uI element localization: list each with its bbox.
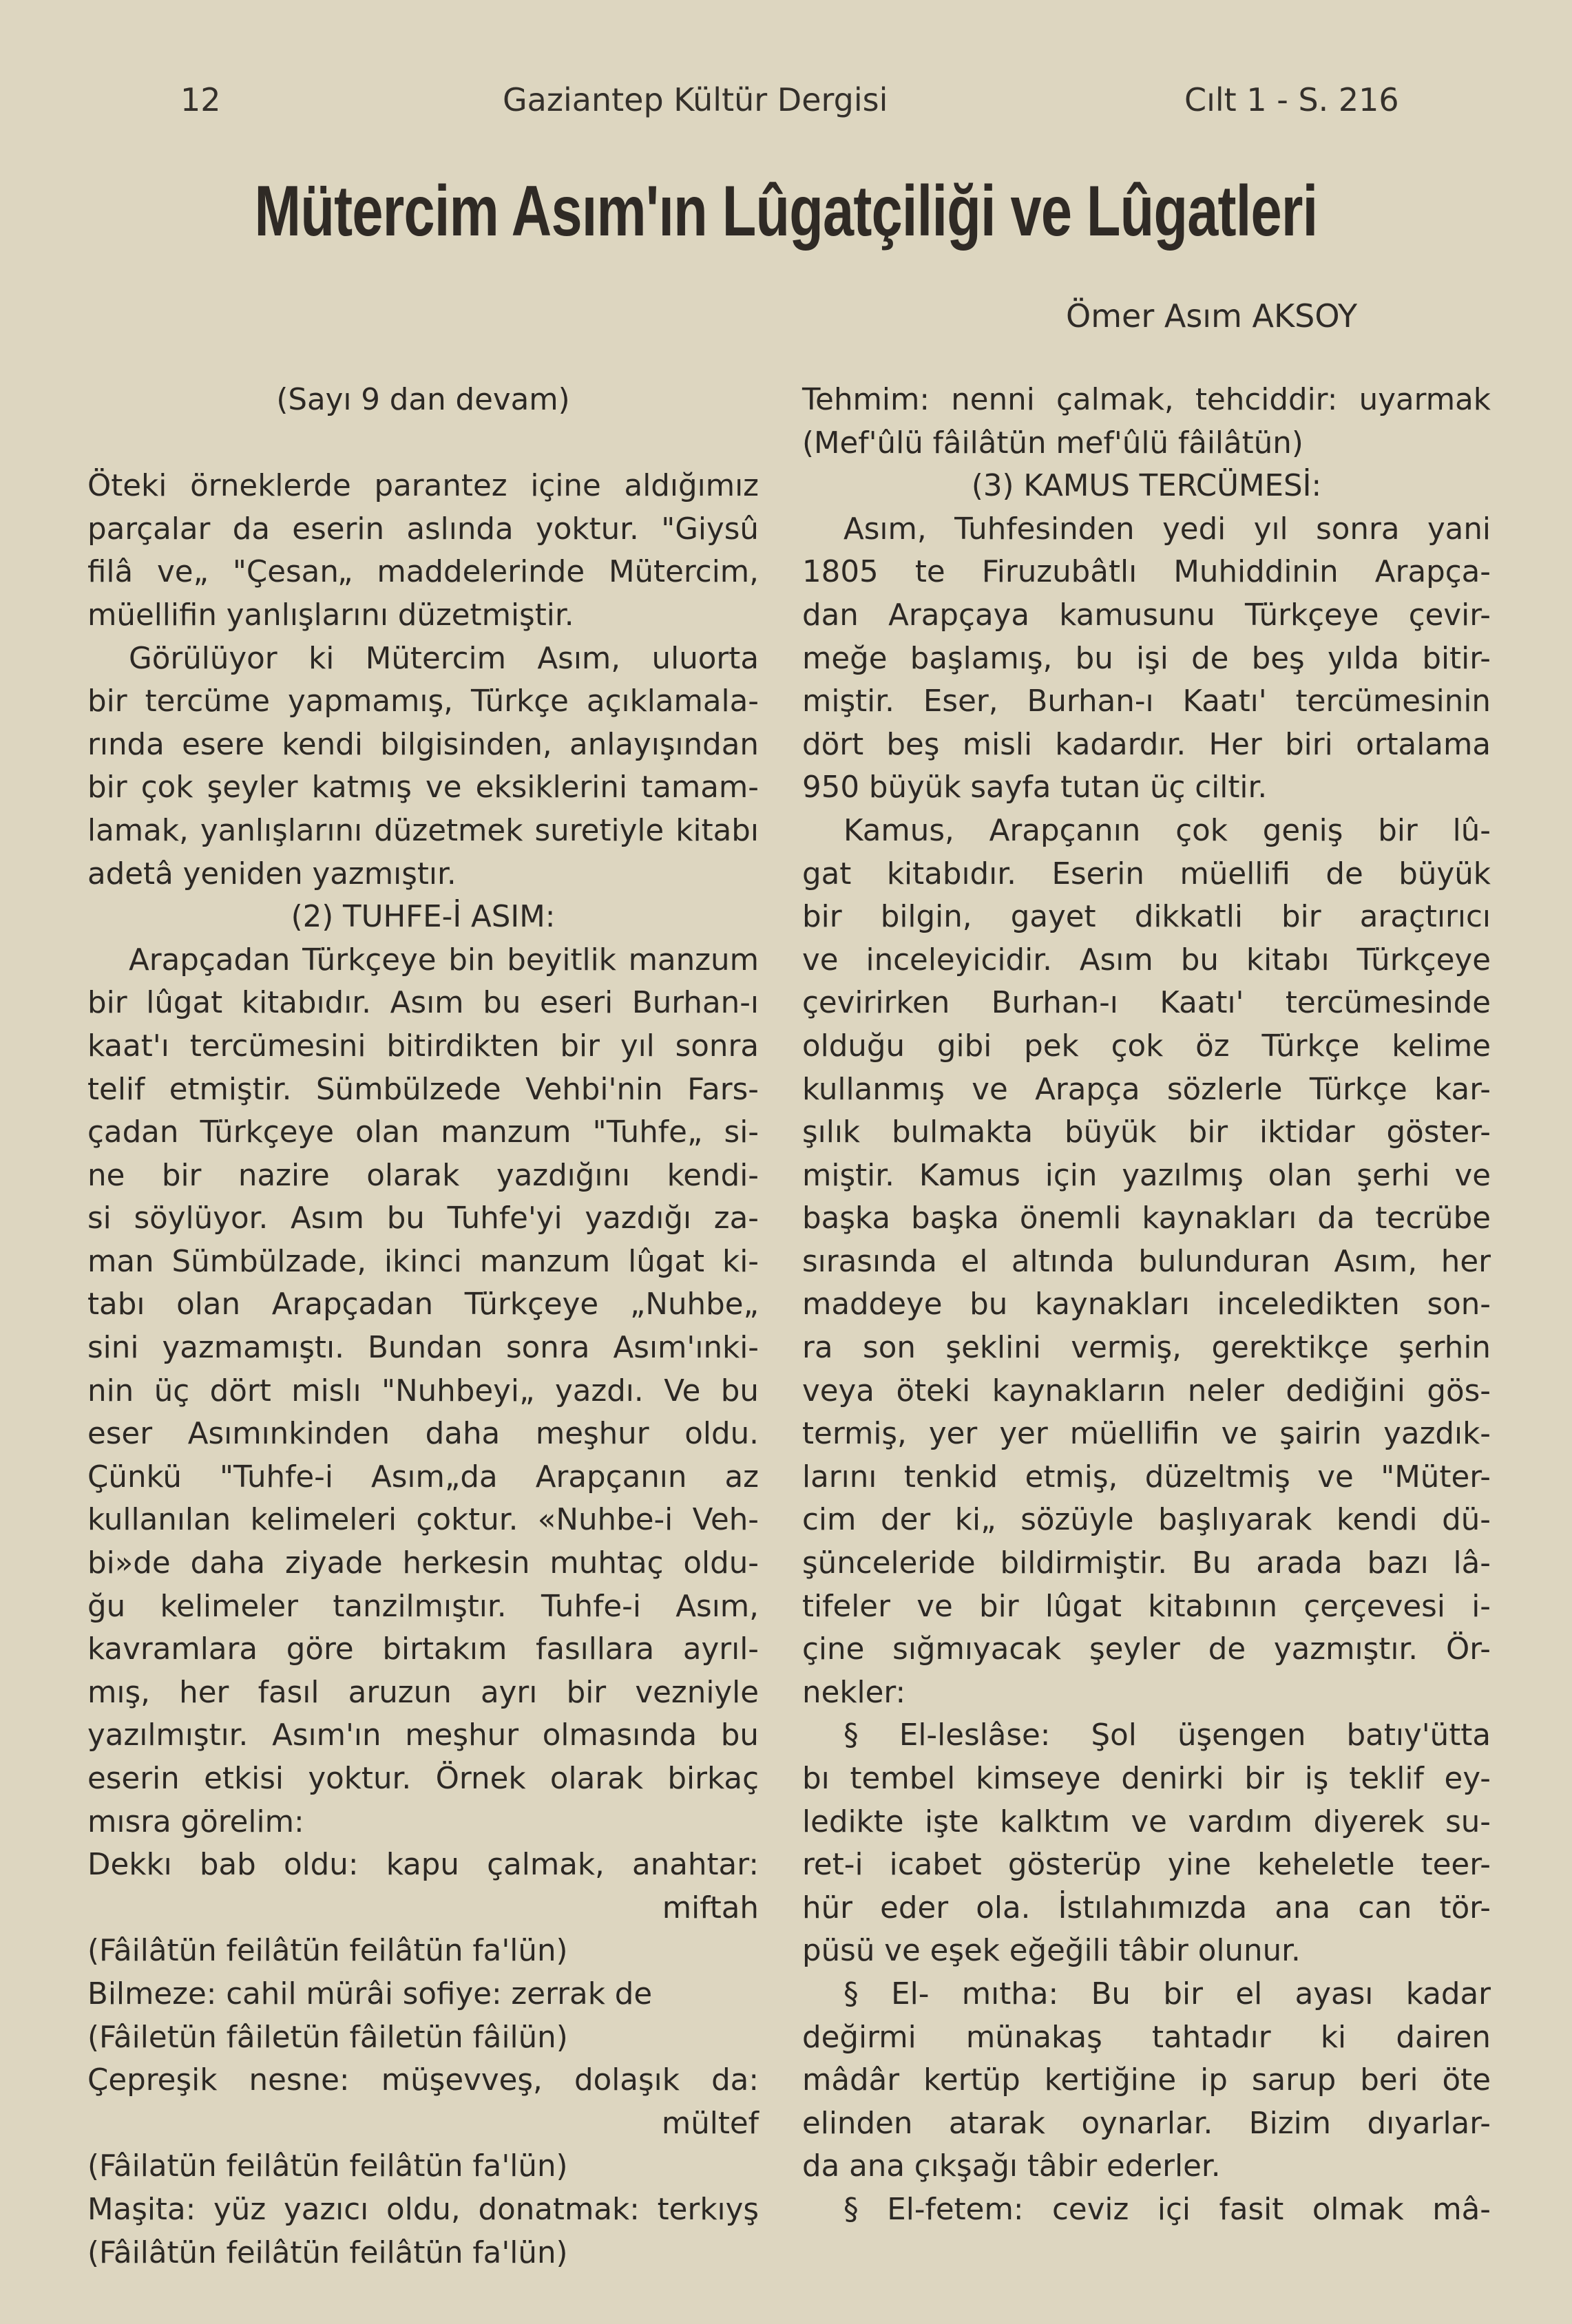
text-line: değirmi münakaş tahtadır ki dairen [802, 2020, 1491, 2055]
text-line: Dekkı bab oldu: kapu çalmak, anahtar: [87, 1848, 759, 1883]
text-line: çine sığmıyacak şeyler de yazmıştır. Ör- [802, 1632, 1491, 1667]
text-line: şünceleride bildirmiştir. Bu arada bazı lâ- [802, 1546, 1491, 1581]
text-line: ğu kelimeler tanzilmıştır. Tuhfe-i Asım, [87, 1589, 759, 1624]
text-line: ra son şeklini vermiş, gerektikçe şerhin [802, 1331, 1491, 1366]
text-line: Tehmim: nenni çalmak, tehciddir: uyarmak [802, 383, 1491, 417]
text-line: lamak, yanlışlarını düzetmek suretiyle kitabı [87, 813, 759, 848]
text-line: çadan Türkçeye olan manzum "Tuhfe„ si- [87, 1115, 759, 1150]
text-line: cim der ki„ sözüyle başlıyarak kendi dü- [802, 1503, 1491, 1538]
text-line: man Sümbülzade, ikinci manzum lûgat ki- [87, 1244, 759, 1279]
text-line: bir tercüme yapmamış, Türkçe açıklamala- [87, 684, 759, 719]
text-line: veya öteki kaynakların neler dediğini gös- [802, 1373, 1491, 1408]
text-line: larını tenkid etmiş, düzeltmiş ve "Müter- [802, 1459, 1491, 1494]
text-line: (Sayı 9 dan devam) [276, 383, 570, 417]
text-line: bir lûgat kitabıdır. Asım bu eseri Burhan-ı [87, 986, 759, 1021]
text-line: miştir. Eser, Burhan-ı Kaatı' tercümesinin [802, 684, 1491, 719]
text-line: Maşita: yüz yazıcı oldu, donatmak: terkıyş [87, 2192, 759, 2227]
text-line: mültef [661, 2106, 759, 2141]
text-line: mısra görelim: [87, 1804, 304, 1839]
text-line: (Mef'ûlü fâilâtün mef'ûlü fâilâtün) [802, 425, 1303, 461]
text-line: nin üç dört mislı "Nuhbeyi„ yazdı. Ve bu [87, 1373, 759, 1408]
text-line: (2) TUHFE-İ ASIM: [291, 900, 556, 935]
text-line: ne bir nazire olarak yazdığını kendi- [87, 1158, 759, 1193]
text-line: sini yazmamıştı. Bundan sonra Asım'ınki- [87, 1331, 759, 1366]
text-line: ve inceleyicidir. Asım bu kitabı Türkçeye [802, 942, 1491, 978]
running-head [0, 81, 1572, 129]
text-line: 950 büyük sayfa tutan üç ciltir. [802, 770, 1268, 805]
text-line: kullanılan kelimeleri çoktur. «Nuhbe-i Veh- [87, 1503, 759, 1538]
journal-title: Gaziantep Kültür Dergisi [503, 81, 888, 118]
text-line: sırasında el altında bulunduran Asım, her [802, 1244, 1491, 1279]
text-line: bir çok şeyler katmış ve eksiklerini tamam- [87, 770, 759, 805]
text-line: Görülüyor ki Mütercim Asım, uluorta [129, 641, 759, 676]
text-line: miftah [662, 1890, 759, 1925]
text-line: çevirirken Burhan-ı Kaatı' tercümesinde [802, 986, 1491, 1021]
text-line: müellifin yanlışlarını düzetmiştir. [87, 598, 574, 633]
text-line: Asım, Tuhfesinden yedi yıl sonra yani [843, 511, 1491, 547]
text-line: kullanmış ve Arapça sözlerle Türkçe kar- [802, 1072, 1491, 1107]
text-line: eserin etkisi yoktur. Örnek olarak birkaç [87, 1762, 759, 1796]
text-line: 1805 te Firuzubâtlı Muhiddinin Arapça- [802, 555, 1491, 590]
text-line: bir bilgin, gayet dikkatli bir araçtırıcı [802, 900, 1491, 935]
text-line: bı tembel kimseye denirki bir iş teklif ey- [802, 1762, 1491, 1796]
text-line: § El-leslâse: Şol üşengen batıy'ütta [843, 1718, 1491, 1753]
text-line: Öteki örneklerde parantez içine aldığımız [87, 469, 759, 504]
text-line: adetâ yeniden yazmıştır. [87, 856, 457, 891]
article-title: Mütercim Asım'ın Lûgatçiliği ve Lûgatleri [254, 171, 1318, 251]
text-line: mış, her fasıl aruzun ayrı bir vezniyle [87, 1675, 759, 1710]
text-line: dört beş misli kadardır. Her biri ortalama [802, 727, 1491, 762]
text-line: filâ ve„ "Çesan„ maddelerinde Mütercim, [87, 555, 759, 590]
text-line: yazılmıştır. Asım'ın meşhur olmasında bu [87, 1718, 759, 1753]
left-column [87, 379, 759, 2274]
text-line: Kamus, Arapçanın çok geniş bir lû- [843, 813, 1491, 848]
page-number: 12 [180, 81, 221, 118]
text-line: si söylüyor. Asım bu Tuhfe'yi yazdığı za- [87, 1201, 759, 1236]
text-line: Çünkü "Tuhfe-i Asım„da Arapçanın az [87, 1459, 759, 1494]
text-line: (Fâiletün fâiletün fâiletün fâilün) [87, 2020, 568, 2055]
text-line: kaat'ı tercümesini bitirdikten bir yıl sonra [87, 1028, 759, 1064]
text-line: elinden atarak oynarlar. Bizim dıyarlar- [802, 2106, 1491, 2141]
text-line: kavramlara göre birtakım fasıllara ayrıl- [87, 1632, 759, 1667]
text-line: § El-fetem: ceviz içi fasit olmak mâ- [843, 2192, 1491, 2227]
text-line: gat kitabıdır. Eserin müellifi de büyük [802, 856, 1491, 891]
text-line: Bilmeze: cahil mürâi sofiye: zerrak de [87, 1976, 653, 2011]
text-line: (Fâilâtün feilâtün feilâtün fa'lün) [87, 2235, 568, 2270]
text-line: (Fâilatün feilâtün feilâtün fa'lün) [87, 2149, 568, 2184]
volume-issue: Cılt 1 - S. 216 [1184, 81, 1399, 118]
text-line: telif etmiştir. Sümbülzede Vehbi'nin Fars- [87, 1072, 759, 1107]
text-line [87, 422, 759, 465]
text-line: (3) KAMUS TERCÜMESİ: [971, 469, 1322, 504]
text-line: başka başka önemli kaynakları da tecrübe [802, 1201, 1491, 1236]
text-line: maddeye bu kaynakları inceledikten son- [802, 1287, 1491, 1322]
text-line: termiş, yer yer müellifin ve şairin yazdık- [802, 1417, 1491, 1452]
right-column [802, 379, 1491, 2232]
text-line: § El- mıtha: Bu bir el ayası kadar [843, 1976, 1491, 2011]
text-line: (Fâilâtün feilâtün feilâtün fa'lün) [87, 1934, 568, 1969]
text-line: rında esere kendi bilgisinden, anlayışından [87, 727, 759, 762]
text-line: meğe başlamış, bu işi de beş yılda bitir- [802, 641, 1491, 676]
text-line: tabı olan Arapçadan Türkçeye „Nuhbe„ [87, 1287, 759, 1322]
text-line: hür eder ola. İstılahımızda ana can tör- [802, 1890, 1491, 1925]
text-line: parçalar da eserin aslında yoktur. "Giysû [87, 511, 759, 547]
text-line: olduğu gibi pek çok öz Türkçe kelime [802, 1028, 1491, 1064]
article-author: Ömer Asım AKSOY [1066, 297, 1358, 335]
text-line: nekler: [802, 1675, 906, 1710]
text-line: ledikte işte kalktım ve vardım diyerek su- [802, 1804, 1491, 1839]
text-line: tifeler ve bir lûgat kitabının çerçevesi i- [802, 1589, 1491, 1624]
text-line: mâdâr kertüp kertiğine ip sarup beri öte [802, 2063, 1491, 2098]
text-line: püsü ve eşek eğeğili tâbir olunur. [802, 1934, 1301, 1969]
text-line: Arapçadan Türkçeye bin beyitlik manzum [129, 942, 759, 978]
text-line: ret-i icabet gösterüp yine keheletle teer- [802, 1848, 1491, 1883]
text-line: şılık bulmakta büyük bir iktidar göster- [802, 1115, 1491, 1150]
text-line: eser Asımınkinden daha meşhur oldu. [87, 1417, 759, 1452]
text-line: da ana çıkşağı tâbir ederler. [802, 2149, 1221, 2184]
text-line: miştir. Kamus için yazılmış olan şerhi ve [802, 1158, 1491, 1193]
text-line: dan Arapçaya kamusunu Türkçeye çevir- [802, 598, 1491, 633]
text-line: Çepreşik nesne: müşevveş, dolaşık da: [87, 2063, 759, 2098]
text-line: bi»de daha ziyade herkesin muhtaç oldu- [87, 1546, 759, 1581]
